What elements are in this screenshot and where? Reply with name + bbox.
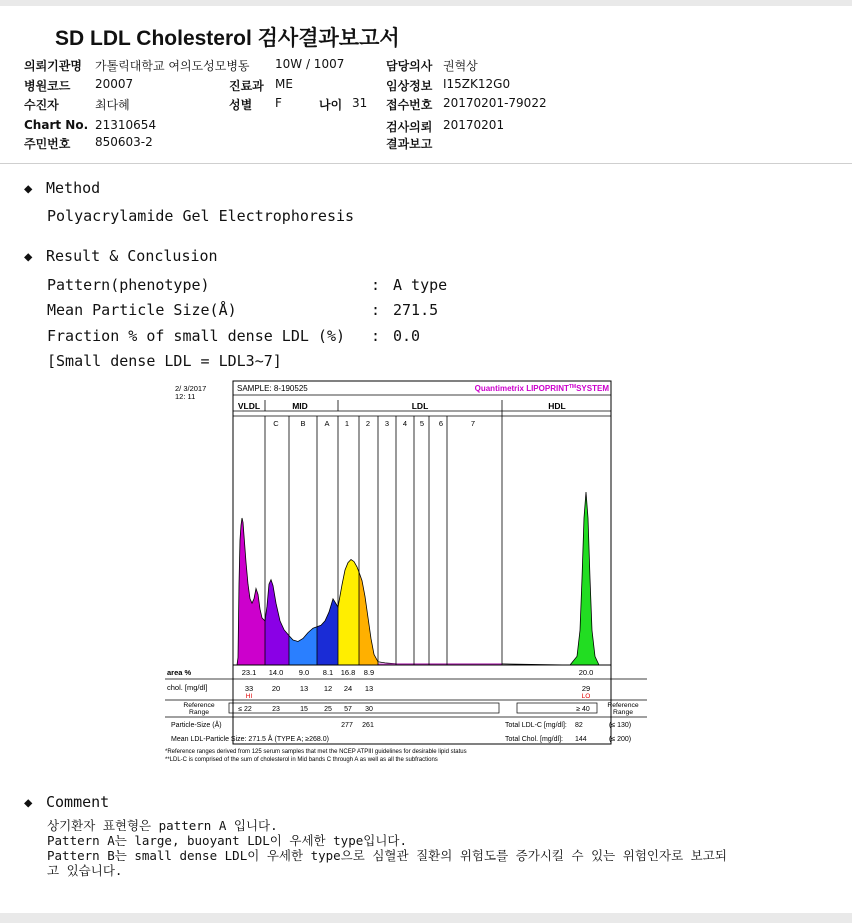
chart-time: 12: 11 [175, 392, 196, 401]
ref-value: 25 [324, 706, 332, 713]
chart-brand-tm: TM [568, 384, 577, 390]
dept-label: 진료과 [229, 79, 264, 93]
total-chol-ref: (≤ 200) [609, 736, 632, 743]
result-report-label: 결과보고 [386, 137, 433, 151]
particle-size-value: 261 [362, 722, 374, 729]
chol-flag-hi: HI [245, 693, 253, 700]
ref-label-2: Range [188, 709, 210, 716]
band-label-a: A [324, 419, 330, 428]
total-chol-label: Total Chol. [mg/dl]: [505, 736, 563, 743]
request-date-value: 20170201 [443, 118, 505, 132]
chart-brand [475, 384, 610, 393]
hospital-code-label: 병원코드 [24, 79, 71, 93]
sex-value: F [275, 96, 282, 110]
band-label-1: 1 [344, 419, 350, 428]
chol-value: 13 [299, 684, 309, 693]
area-value: 8.1 [322, 668, 334, 677]
institution-label: 의뢰기관명 [24, 59, 82, 73]
result-row-label: Fraction % of small dense LDL (%) [47, 327, 346, 345]
result-row-sep: : [371, 276, 381, 294]
area-value: 9.0 [298, 668, 310, 677]
result-row-sep: : [371, 301, 381, 319]
region-label-mid: MID [292, 401, 308, 411]
total-ldl-label: Total LDL-C [mg/dl]: [505, 722, 567, 729]
diamond-bullet-icon: ◆ [24, 181, 33, 197]
ref-label-2-right: Range [612, 709, 634, 716]
institution-value: 가톨릭대학교 여의도성모병동 [95, 59, 250, 73]
hospital-code-value: 20007 [95, 77, 134, 91]
chol-value: 24 [343, 684, 353, 693]
clinical-info-label: 임상정보 [386, 79, 433, 93]
comment-line: Pattern A는 large, buoyant LDL이 우세한 type입니다. [47, 833, 407, 848]
bottom-band [0, 913, 852, 923]
comment-heading-text: Comment [46, 793, 110, 811]
receipt-label: 접수번호 [386, 98, 433, 112]
area-value: 23.1 [241, 668, 257, 677]
patient-label: 수진자 [24, 98, 59, 112]
region-label-vldl: VLDL [237, 401, 261, 411]
region-label-hdl: HDL [548, 401, 566, 411]
ref-value: 15 [300, 706, 308, 713]
chol-value: 20 [271, 684, 281, 693]
chart-footnote: **LDL-C is comprised of the sum of cholesterol in Mid bands C through A as well as all the subfractions [165, 757, 438, 763]
area-value: 8.9 [363, 668, 375, 677]
mean-particle-size: Mean LDL-Particle Size: 271.5 Å (TYPE A; ≥268.0) [171, 736, 329, 743]
lipoprint-chart [165, 380, 647, 766]
age-label: 나이 [319, 98, 343, 112]
result-row-label: Mean Particle Size(Å) [47, 301, 237, 319]
band-label-c: C [273, 419, 279, 428]
doctor-label: 담당의사 [386, 59, 433, 73]
age-value: 31 [352, 96, 368, 110]
total-ldl-ref: (≤ 130) [609, 722, 632, 729]
total-chol-value: 144 [575, 736, 587, 743]
area-label: area % [167, 668, 192, 677]
ref-value: 57 [344, 706, 352, 713]
chol-value: 13 [364, 684, 374, 693]
chol-label: chol. [mg/dl] [167, 683, 208, 692]
comment-line: 고 있습니다. [47, 863, 123, 878]
request-date-label: 검사의뢰 [386, 120, 433, 134]
band-label-4: 4 [402, 419, 408, 428]
result-row-value: 271.5 [393, 301, 439, 319]
result-row-value: 0.0 [393, 327, 421, 345]
band-label-6: 6 [438, 419, 444, 428]
diamond-bullet-icon: ◆ [24, 249, 33, 265]
small-dense-ldl-note: [Small dense LDL = LDL3~7] [47, 352, 282, 370]
band-label-b: B [300, 419, 306, 428]
method-heading [24, 179, 100, 197]
clinical-info-value: I15ZK12G0 [443, 77, 511, 91]
chol-value-hdl: 29 [581, 684, 591, 693]
band-label-3: 3 [384, 419, 390, 428]
chart-date: 2/ 3/2017 [175, 384, 207, 393]
ref-value: ≤ 22 [238, 706, 252, 713]
result-heading-text: Result & Conclusion [46, 247, 218, 265]
chol-value: 33 [244, 684, 254, 693]
ref-label-1: Reference [183, 702, 215, 709]
result-row-label: Pattern(phenotype) [47, 276, 210, 294]
sex-label: 성별 [229, 98, 253, 112]
result-heading [24, 247, 218, 265]
band-label-7: 7 [470, 419, 476, 428]
area-value: 14.0 [268, 668, 284, 677]
comment-line: 상기환자 표현형은 pattern A 입니다. [47, 818, 278, 833]
band-label-2: 2 [365, 419, 371, 428]
ref-label-1-right: Reference [607, 702, 639, 709]
chol-flag-lo: LO [581, 693, 591, 700]
method-heading-text: Method [46, 179, 101, 197]
ref-value: 30 [365, 706, 373, 713]
patient-value: 최다혜 [95, 98, 130, 112]
ref-value-hdl: ≥ 40 [576, 706, 590, 713]
particle-size-label: Particle-Size (Å) [171, 722, 222, 729]
diamond-bullet-icon: ◆ [24, 795, 33, 811]
header-divider [0, 163, 852, 164]
rrn-value: 850603-2 [95, 135, 153, 149]
ward-value: 10W / 1007 [275, 57, 345, 71]
chart-footnote: *Reference ranges derived from 125 serum samples that met the NCEP ATPIII guidelines for desirable lipid status [165, 749, 467, 755]
area-value-hdl: 20.0 [578, 668, 594, 677]
chart-brand-name: Quantimetrix LIPOPRINT [474, 384, 569, 393]
chart-sample: SAMPLE: 8-190525 [237, 384, 308, 393]
chart-brand-suffix: SYSTEM [576, 384, 609, 393]
region-label-ldl: LDL [411, 401, 429, 411]
total-ldl-value: 82 [575, 722, 583, 729]
dept-value: ME [275, 77, 293, 91]
top-band [0, 0, 852, 6]
receipt-value: 20170201-79022 [443, 96, 547, 110]
doctor-value: 권혁상 [443, 59, 478, 73]
ref-value: 23 [272, 706, 280, 713]
rrn-label: 주민번호 [24, 137, 71, 151]
method-text: Polyacrylamide Gel Electrophoresis [47, 207, 355, 225]
chol-value: 12 [323, 684, 333, 693]
report-title: SD LDL Cholesterol 검사결과보고서 [55, 27, 400, 50]
comment-heading [24, 793, 109, 811]
result-row-sep: : [371, 327, 381, 345]
chart-no-label: Chart No. [24, 118, 89, 132]
band-label-5: 5 [419, 419, 425, 428]
chart-no-value: 21310654 [95, 118, 157, 132]
particle-size-value: 277 [341, 722, 353, 729]
comment-line: Pattern B는 small dense LDL이 우세한 type으로 심혈관 질환의 위험도를 증가시킬 수 있는 위험인자로 보고되 [47, 848, 727, 863]
result-row-value: A type [393, 276, 448, 294]
area-value: 16.8 [340, 668, 356, 677]
